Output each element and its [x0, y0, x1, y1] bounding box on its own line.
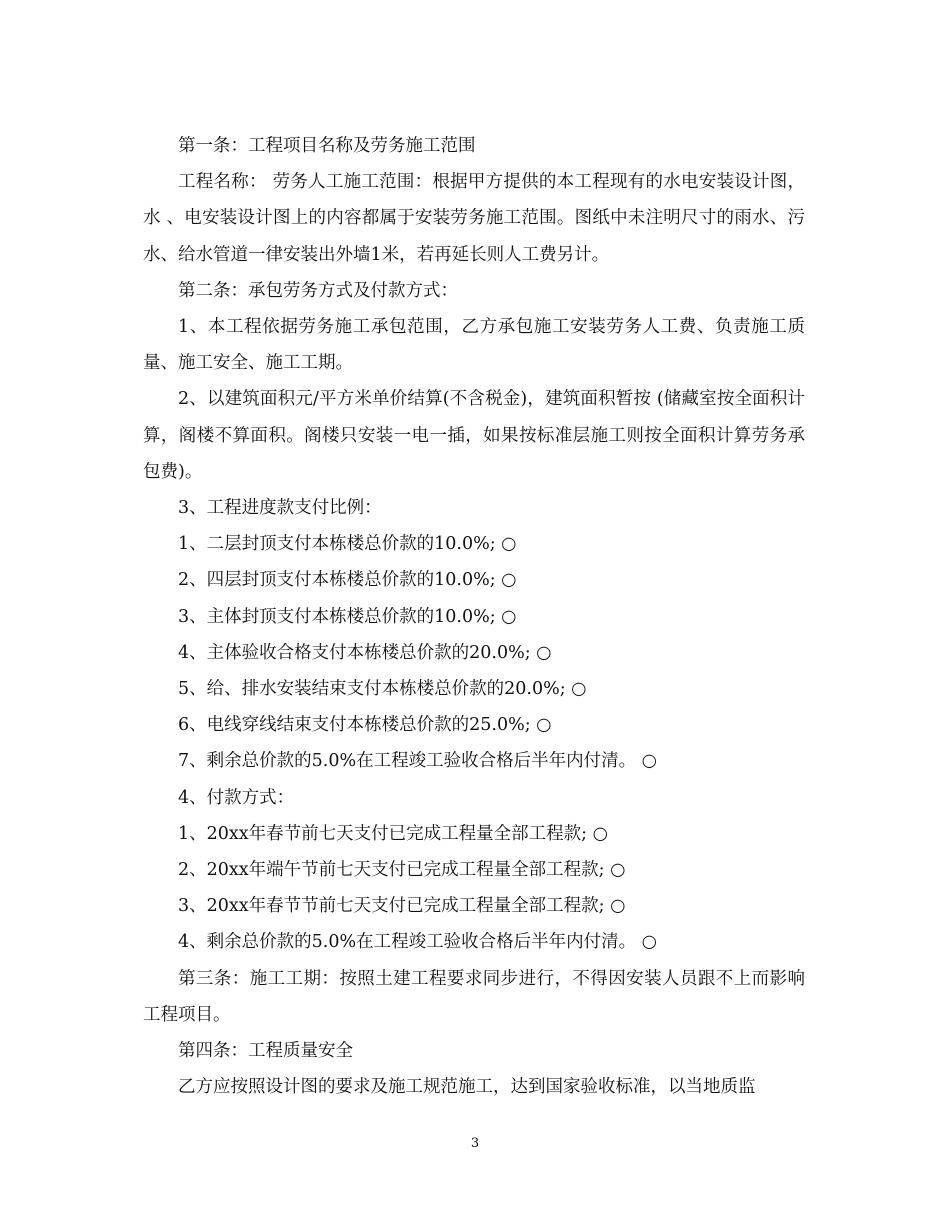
payment-method-item-3: 3、20xx年春节节前七天支付已完成工程量全部工程款; ○	[178, 896, 626, 917]
progress-payment-heading: 3、工程进度款支付比例：	[178, 498, 382, 519]
document-body	[143, 128, 805, 1105]
progress-payment-item-5: 5、给、排水安装结束支付本栋楼总价款的20.0%; ○	[178, 679, 587, 700]
contract-scope-paragraph: 1、本工程依据劳务施工承包范围，乙方承包施工安装劳务人工费、负责施工质量、施工安全、施工工期。	[143, 317, 805, 374]
progress-payment-item-6: 6、电线穿线结束支付本栋楼总价款的25.0%; ○	[178, 715, 552, 736]
progress-payment-item-1: 1、二层封顶支付本栋楼总价款的10.0%; ○	[178, 534, 517, 555]
progress-payment-item-2: 2、四层封顶支付本栋楼总价款的10.0%; ○	[178, 570, 517, 591]
progress-payment-item-3: 3、主体封顶支付本栋楼总价款的10.0%; ○	[178, 606, 517, 627]
settlement-paragraph: 2、以建筑面积元/平方米单价结算(不含税金)，建筑面积暂按 (储藏室按全面积计算，阁楼不算面积。阁楼只安装一电一插，如果按标准层施工则按全面积计算劳务承包费)。	[143, 389, 805, 482]
payment-method-item-1: 1、20xx年春节前七天支付已完成工程量全部工程款; ○	[178, 823, 608, 844]
progress-payment-item-4: 4、主体验收合格支付本栋楼总价款的20.0%; ○	[178, 642, 552, 663]
payment-method-item-4: 4、剩余总价款的5.0%在工程竣工验收合格后半年内付清。 ○	[178, 932, 657, 953]
article-3-paragraph: 第三条：施工工期：按照土建工程要求同步进行，不得因安装人员跟不上而影响工程项目。	[143, 968, 805, 1025]
article-4-heading: 第四条：工程质量安全	[178, 1041, 353, 1062]
article-1-heading: 第一条：工程项目名称及劳务施工范围	[178, 136, 476, 156]
progress-payment-item-7: 7、剩余总价款的5.0%在工程竣工验收合格后半年内付清。 ○	[178, 751, 657, 772]
payment-method-item-2: 2、20xx年端午节前七天支付已完成工程量全部工程款; ○	[178, 860, 626, 881]
payment-method-heading: 4、付款方式：	[178, 787, 295, 808]
page-number: 3	[470, 1136, 480, 1151]
quality-safety-paragraph: 乙方应按照设计图的要求及施工规范施工，达到国家验收标准，以当地质监	[178, 1077, 756, 1098]
article-2-heading: 第二条：承包劳务方式及付款方式：	[178, 280, 458, 301]
project-name-paragraph: 工程名称： 劳务人工施工范围：根据甲方提供的本工程现有的水电安装设计图，水 、电安装设计图上的内容都属于安装劳务施工范围。图纸中未注明尺寸的雨水、污水、给水管道一律安装出外墙1米，若再延长则人工费另计。	[143, 172, 805, 265]
